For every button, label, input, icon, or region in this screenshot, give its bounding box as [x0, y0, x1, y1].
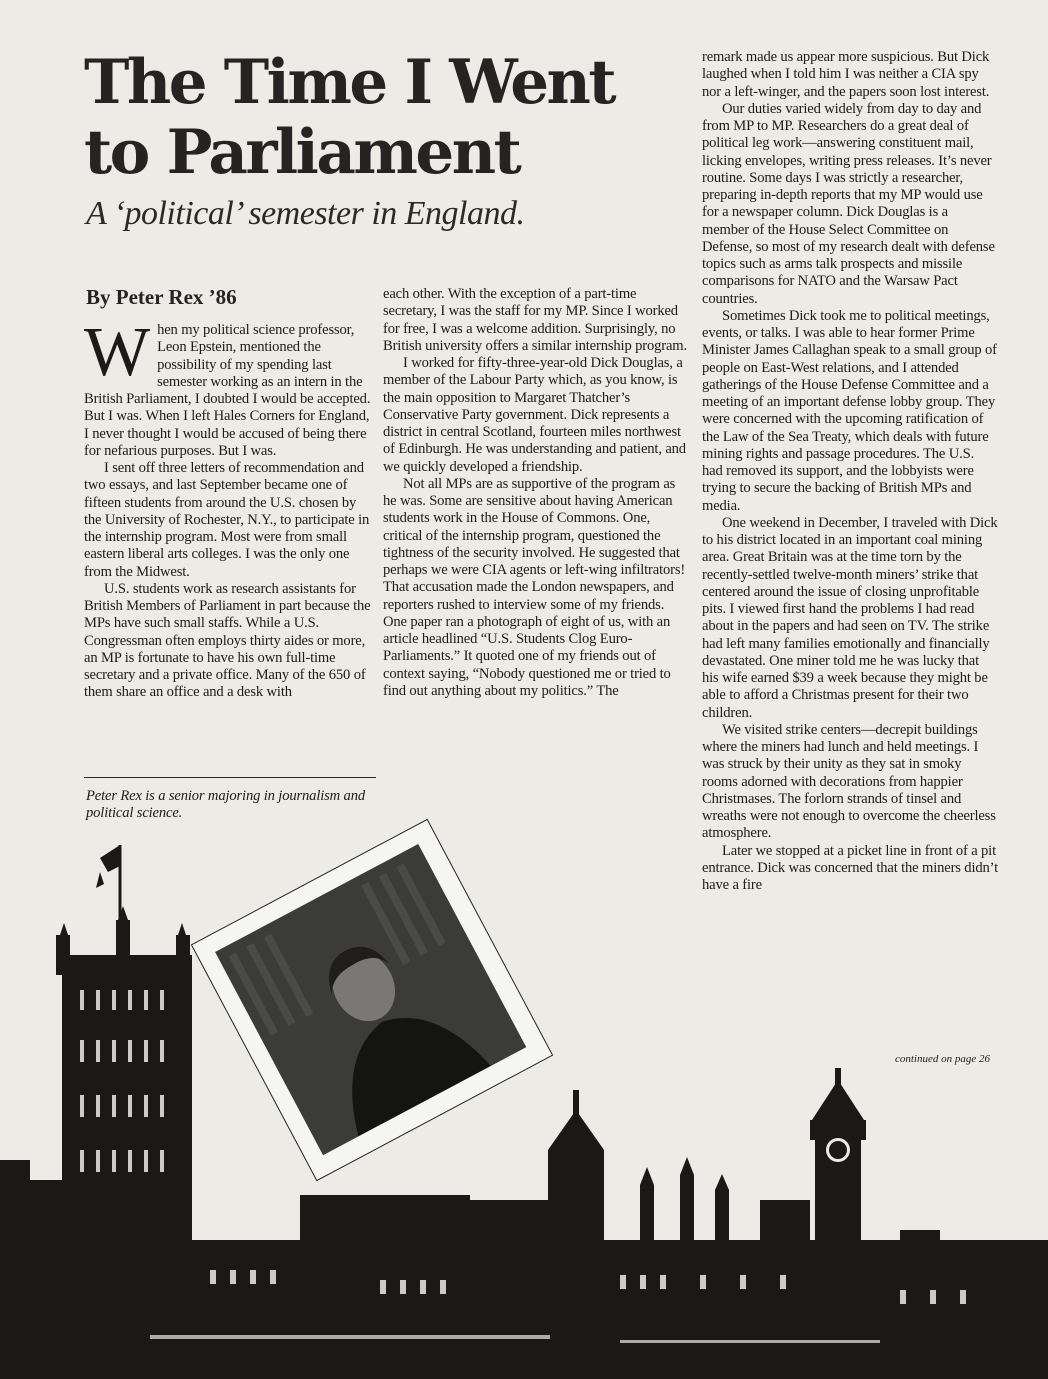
paragraph: One weekend in December, I traveled with Dick to his district located in an important coal mining area. Great Britain was at the time torn by the recently-settled twelve-month miners’ strike that centered around the issue of closing unprofitable pits. I viewed first hand the problems I had read about in the papers and had seen on TV. The strike had left many families emotionally and financially devastated. One miner told me he was lucky that his wife earned $39 a week because they might be able to afford a Christmas present for their two children.: [702, 514, 998, 721]
byline: By Peter Rex ’86: [86, 285, 237, 309]
paragraph: each other. With the exception of a part-time secretary, I was the staff for my MP. Since I worked for free, I was a welcome addition. Surprisingly, no British university offers a similar internship program.: [383, 286, 687, 354]
paragraph: Sometimes Dick took me to political meetings, events, or talks. I was able to hear former Prime Minister James Callaghan speak to a small group of people on East-West relations, and I attended gatherings of the House Defense Committee and a meeting of an important defense lobby group. They were concerned with the upcoming ratification of the Law of the Sea Treaty, which deals with future mining rights and passage procedures. The U.S. had removed its support, and the lobbyists were trying to secure the backing of British MPs and media.: [702, 307, 997, 514]
continued-note: continued on page 26: [894, 1053, 990, 1065]
paragraph: I sent off three letters of recommendation and two essays, and last September became one of fifteen students from around the U.S. chosen by the University of Rochester, N.Y., to participate in the internship program. Most were from small eastern liberal arts colleges. I was the only one from the Midwest.: [84, 460, 370, 580]
headline-line-2: to Parliament: [84, 117, 520, 188]
paragraph: Our duties varied widely from day to day and from MP to MP. Researchers do a great deal of political leg work—answering constituent mail, licking envelopes, writing press releases. It’s never routine. Some days I was strictly a researcher, preparing in-depth reports that my MP would use for a newspaper column. Dick Douglas is a member of the House Select Committee on Defense, so most of my research dealt with defense topics such as arms talk prospects and missile comparisons for NATO and the Warsaw Pact countries.: [702, 100, 995, 307]
paragraph: remark made us appear more suspicious. But Dick laughed when I told him I was neither a CIA spy nor a left-winger, and the papers soon lost interest.: [702, 49, 990, 100]
paragraph: We visited strike centers—decrepit buildings where the miners had lunch and held meetings. I was struck by their unity as they sat in smoky rooms adorned with decorations from happier Christmases. The forlorn strands of tinsel and wreaths were not enough to overcome the cheerless atmosphere.: [702, 721, 996, 842]
headline-line-1: The Time I Went: [84, 47, 615, 118]
article-subtitle: A ‘political’ semester in England.: [86, 195, 525, 232]
paragraph: Not all MPs are as supportive of the program as he was. Some are sensitive about having American students work in the House of Commons. One, critical of the internship program, questioned the tightness of the security involved. He suggested that perhaps we were CIA agents or left-wing infiltrators! That accusation made the London newspapers, and reporters rushed to interview some of my friends. One paper ran a photograph of eight of us, with an article headlined “U.S. Students Clog Euro-Parliaments.” It quoted one of my friends out of context saying, “Nobody questioned me or tried to find out anything about my politics.” The: [383, 475, 686, 699]
paragraph: Later we stopped at a picket line in front of a pit entrance. Dick was concerned that the miners didn’t have a fire: [702, 842, 999, 893]
drop-cap: W: [84, 314, 151, 391]
paragraph-text: hen my political science professor, Leon Epstein, mentioned the possibility of my spending last semester working as an intern in the British Parliament, I doubted I would be accepted. But I was. When I left Hales Corners for England, I never thought I would be accused of being there for nefarious purposes. But I was.: [84, 322, 371, 459]
paragraph: U.S. students work as research assistants for British Members of Parliament in part because the MPs have such small staffs. While a U.S. Congressman often employs thirty aides or more, an MP is fortunate to have his own full-time secretary and a private office. Many of the 650 of them share an office and a desk with: [84, 580, 371, 701]
paragraph: I worked for fifty-three-year-old Dick Douglas, a member of the Labour Party which, as you know, is the main opposition to Margaret Thatcher’s Conservative Party government. Dick represents a district in central Scotland, fourteen miles northwest of Edinburgh. He was understanding and patient, and we quickly developed a friendship.: [383, 355, 686, 475]
author-note: Peter Rex is a senior majoring in journalism and political science.: [86, 788, 365, 822]
